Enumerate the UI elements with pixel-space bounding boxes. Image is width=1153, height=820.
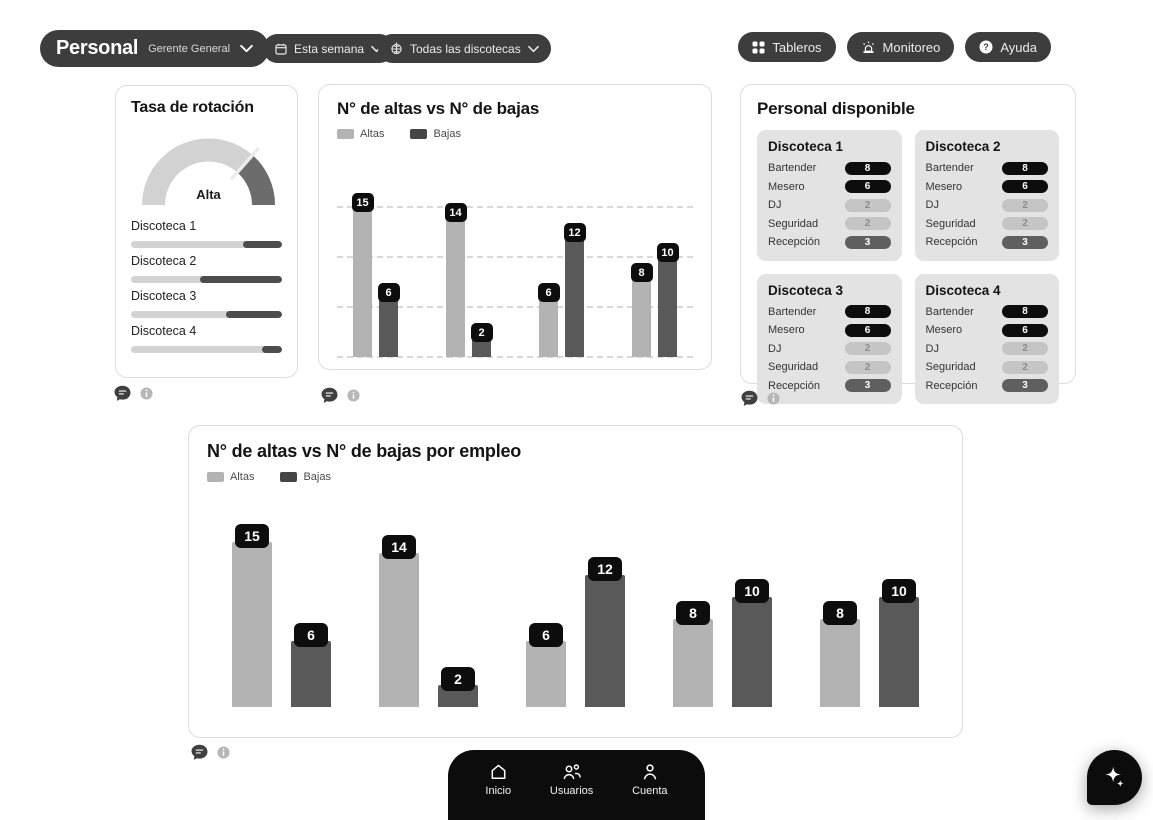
nav-item-usuarios[interactable] <box>550 762 593 820</box>
club-role-row <box>768 233 891 252</box>
rotation-gauge <box>131 121 286 213</box>
tableros-label: Tableros <box>772 39 822 55</box>
bars-row <box>207 493 944 707</box>
club-role-row <box>926 196 1049 215</box>
home-icon <box>488 762 509 782</box>
bar-bajas <box>585 493 625 707</box>
clubs-grid <box>757 130 1059 404</box>
altas-bajas-empleo-plot <box>207 493 944 707</box>
bar <box>732 597 772 707</box>
club-name: Discoteca 1 <box>768 139 844 154</box>
bar-altas <box>446 150 465 362</box>
filter-discotecas-label: Todas las discotecas <box>410 41 521 56</box>
club-role-row <box>926 178 1049 197</box>
bar-group <box>353 150 398 362</box>
svg-text:?: ? <box>983 42 990 53</box>
club-role-count: 2 <box>845 217 891 230</box>
filter-discotecas[interactable] <box>378 34 551 63</box>
chart-title: N° de altas vs N° de bajas <box>337 99 540 118</box>
value-label: 6 <box>529 623 563 647</box>
info-icon[interactable] <box>347 389 360 402</box>
club-role-count: 6 <box>1002 324 1048 337</box>
bar <box>565 237 584 357</box>
club-role-row <box>768 303 891 322</box>
bar-bajas <box>291 493 331 707</box>
club-role-label: Bartender <box>768 305 817 318</box>
users-icon <box>561 762 583 782</box>
value-label: 10 <box>657 243 679 262</box>
club-role-label: DJ <box>768 199 782 212</box>
club-role-label: Seguridad <box>768 361 819 374</box>
club-role-row <box>926 159 1049 178</box>
bar-bajas <box>379 150 398 362</box>
club-card-3 <box>757 274 902 405</box>
legend-swatch-altas <box>337 129 354 139</box>
legend-label-bajas: Bajas <box>433 128 461 140</box>
rotation-progress-bar <box>131 346 282 353</box>
topbar-nav <box>738 32 1051 62</box>
rotation-item-2 <box>131 254 282 283</box>
club-role-count: 8 <box>845 305 891 318</box>
comment-icon[interactable] <box>320 386 339 405</box>
bar <box>879 597 919 707</box>
club-role-count: 2 <box>1002 342 1048 355</box>
bar-bajas <box>438 493 478 707</box>
bar-altas <box>379 493 419 707</box>
club-role-label: Bartender <box>925 305 974 318</box>
rotation-progress-dark <box>226 311 282 318</box>
rotation-item-label: Discoteca 2 <box>131 254 197 268</box>
rotation-progress-dark <box>200 276 282 283</box>
disco-ball-icon <box>390 42 403 55</box>
club-role-label: Bartender <box>925 162 974 175</box>
bar-bajas <box>565 150 584 362</box>
mid-chart-actions <box>320 386 360 405</box>
bar-bajas <box>879 493 919 707</box>
value-label: 6 <box>294 623 328 647</box>
bar-group <box>526 493 625 707</box>
club-role-count: 6 <box>845 324 891 337</box>
club-role-label: Seguridad <box>925 217 976 230</box>
bar-altas <box>820 493 860 707</box>
tableros-button[interactable] <box>738 32 835 62</box>
club-role-label: Mesero <box>768 324 805 337</box>
rotation-progress-dark <box>243 241 282 248</box>
value-label: 2 <box>441 667 475 691</box>
value-label: 8 <box>676 601 710 625</box>
role-label: Gerente General <box>148 42 231 55</box>
bar-altas <box>632 150 651 362</box>
rotation-progress-bar <box>131 311 282 318</box>
club-role-count: 2 <box>1002 199 1048 212</box>
help-icon <box>979 40 993 54</box>
bottom-navigation <box>448 750 705 820</box>
club-role-row <box>926 377 1049 396</box>
club-role-row <box>926 321 1049 340</box>
legend-item-bajas <box>410 128 461 140</box>
chart-legend <box>337 128 693 140</box>
comment-icon[interactable] <box>740 389 759 408</box>
club-role-row <box>768 358 891 377</box>
bar-bajas <box>472 150 491 362</box>
club-role-row <box>926 340 1049 359</box>
club-role-label: Recepción <box>768 236 820 249</box>
value-label: 14 <box>445 203 467 222</box>
sparkles-icon <box>1100 763 1130 793</box>
comment-icon[interactable] <box>113 384 132 403</box>
club-role-count: 8 <box>1002 305 1048 318</box>
bar <box>820 619 860 707</box>
club-role-row <box>926 358 1049 377</box>
gauge-value-label: Alta <box>196 187 221 202</box>
club-role-count: 3 <box>1002 236 1048 249</box>
value-label: 12 <box>588 557 622 581</box>
bar <box>585 575 625 707</box>
value-label: 14 <box>382 535 416 559</box>
bar <box>232 542 272 707</box>
bar <box>673 619 713 707</box>
club-role-count: 6 <box>1002 180 1048 193</box>
bar-group <box>232 493 331 707</box>
club-role-count: 6 <box>845 180 891 193</box>
rotation-item-label: Discoteca 3 <box>131 289 197 303</box>
personal-card-actions <box>740 389 780 408</box>
legend-swatch-altas <box>207 472 224 482</box>
bar-altas <box>232 493 272 707</box>
club-role-count: 8 <box>845 162 891 175</box>
legend-swatch-bajas <box>410 129 427 139</box>
club-card-2 <box>915 130 1060 261</box>
personal-disponible-card <box>740 84 1076 392</box>
altas-bajas-empleo-chart-card <box>188 425 963 738</box>
legend-label-altas: Altas <box>230 471 255 483</box>
legend-label-bajas: Bajas <box>303 471 331 483</box>
club-role-count: 3 <box>845 236 891 249</box>
bar <box>526 641 566 707</box>
dashboards-icon <box>752 41 765 54</box>
ayuda-label: Ayuda <box>1000 39 1037 55</box>
bar-altas <box>353 150 372 362</box>
calendar-icon <box>275 43 287 55</box>
chevron-down-icon <box>528 45 539 53</box>
chevron-down-icon <box>240 44 253 53</box>
bars-row <box>337 150 693 362</box>
bar-altas <box>673 493 713 707</box>
info-icon[interactable] <box>217 746 230 759</box>
club-card-4 <box>915 274 1060 405</box>
assistant-fab[interactable] <box>1087 750 1142 805</box>
bar-group <box>379 493 478 707</box>
rotation-bar-list <box>131 219 282 353</box>
legend-item-altas <box>337 128 384 140</box>
bar-altas <box>539 150 558 362</box>
club-role-row <box>768 159 891 178</box>
club-name: Discoteca 4 <box>925 282 1001 298</box>
bar-group <box>539 150 584 362</box>
bar-group <box>632 150 677 362</box>
page-title: Personal <box>56 37 139 59</box>
altas-bajas-plot <box>337 150 693 362</box>
monitoreo-label: Monitoreo <box>882 39 941 55</box>
siren-icon <box>861 41 876 54</box>
bar-group <box>673 493 772 707</box>
nav-item-cuenta[interactable] <box>632 762 667 820</box>
bar <box>379 297 398 357</box>
club-role-label: Seguridad <box>768 217 819 230</box>
legend-swatch-bajas <box>280 472 297 482</box>
value-label: 8 <box>631 263 653 282</box>
bar-bajas <box>658 150 677 362</box>
value-label: 2 <box>471 323 493 342</box>
legend-item-altas <box>207 471 254 483</box>
club-role-count: 2 <box>1002 217 1048 230</box>
legend-label-altas: Altas <box>360 128 385 140</box>
role-selector[interactable] <box>40 30 269 67</box>
bar <box>446 217 465 357</box>
value-label: 6 <box>378 283 400 302</box>
value-label: 10 <box>735 579 769 603</box>
rotation-card <box>115 85 298 378</box>
club-role-row <box>768 196 891 215</box>
monitoreo-button[interactable] <box>847 32 955 62</box>
club-role-label: Mesero <box>925 180 963 193</box>
chart-title: N° de altas vs N° de bajas por empleo <box>207 441 522 461</box>
ayuda-button[interactable] <box>965 32 1051 62</box>
bar-group <box>820 493 919 707</box>
club-role-row <box>768 178 891 197</box>
club-card-1 <box>757 130 902 261</box>
account-icon <box>640 762 660 782</box>
club-role-row <box>926 233 1049 252</box>
rotation-card-actions <box>113 384 153 403</box>
nav-label-usuarios: Usuarios <box>549 785 594 797</box>
info-icon[interactable] <box>140 387 153 400</box>
rotation-item-label: Discoteca 4 <box>131 324 197 338</box>
filter-week[interactable] <box>263 34 394 63</box>
nav-label-cuenta: Cuenta <box>632 785 668 797</box>
club-role-row <box>768 377 891 396</box>
nav-item-inicio[interactable] <box>485 762 511 820</box>
value-label: 15 <box>235 524 269 548</box>
club-name: Discoteca 3 <box>768 282 844 298</box>
club-role-label: Recepción <box>925 236 978 249</box>
club-role-count: 2 <box>845 342 891 355</box>
bar <box>353 207 372 357</box>
club-role-count: 3 <box>845 379 891 392</box>
club-role-label: Mesero <box>925 324 963 337</box>
club-role-label: Seguridad <box>925 361 976 374</box>
club-role-count: 2 <box>1002 361 1048 374</box>
club-role-label: Recepción <box>768 379 820 392</box>
club-role-row <box>926 303 1049 322</box>
club-role-count: 2 <box>845 199 891 212</box>
club-role-row <box>926 215 1049 234</box>
chart-legend <box>207 471 944 483</box>
value-label: 15 <box>352 193 374 212</box>
value-label: 6 <box>538 283 560 302</box>
bar <box>291 641 331 707</box>
value-label: 10 <box>882 579 916 603</box>
club-role-label: Bartender <box>768 162 817 175</box>
bar <box>379 553 419 707</box>
altas-bajas-chart-card <box>318 84 712 370</box>
club-role-row <box>768 340 891 359</box>
comment-icon[interactable] <box>190 743 209 762</box>
club-role-row <box>768 321 891 340</box>
bar <box>658 257 677 357</box>
bar-group <box>446 150 491 362</box>
value-label: 12 <box>564 223 586 242</box>
club-role-label: DJ <box>768 342 782 355</box>
rotation-progress-bar <box>131 276 282 283</box>
club-role-row <box>768 215 891 234</box>
club-role-label: DJ <box>925 199 939 212</box>
club-role-count: 2 <box>845 361 891 374</box>
nav-label-inicio: Inicio <box>485 785 512 797</box>
filter-week-label: Esta semana <box>294 41 365 56</box>
info-icon[interactable] <box>767 392 780 405</box>
club-role-count: 8 <box>1002 162 1048 175</box>
club-role-label: Mesero <box>768 180 805 193</box>
club-role-count: 3 <box>1002 379 1048 392</box>
club-name: Discoteca 2 <box>925 139 1001 154</box>
personal-title: Personal disponible <box>757 99 915 118</box>
bar-bajas <box>732 493 772 707</box>
bar-altas <box>526 493 566 707</box>
rotation-title: Tasa de rotación <box>131 99 254 116</box>
rotation-item-label: Discoteca 1 <box>131 219 197 233</box>
value-label: 8 <box>823 601 857 625</box>
club-role-label: DJ <box>925 342 939 355</box>
rotation-item-1 <box>131 219 282 248</box>
bottom-chart-actions <box>190 743 230 762</box>
rotation-item-4 <box>131 324 282 353</box>
rotation-item-3 <box>131 289 282 318</box>
legend-item-bajas <box>280 471 331 483</box>
bar <box>632 277 651 357</box>
bar <box>539 297 558 357</box>
club-role-label: Recepción <box>925 379 978 392</box>
rotation-progress-dark <box>262 346 282 353</box>
rotation-progress-bar <box>131 241 282 248</box>
